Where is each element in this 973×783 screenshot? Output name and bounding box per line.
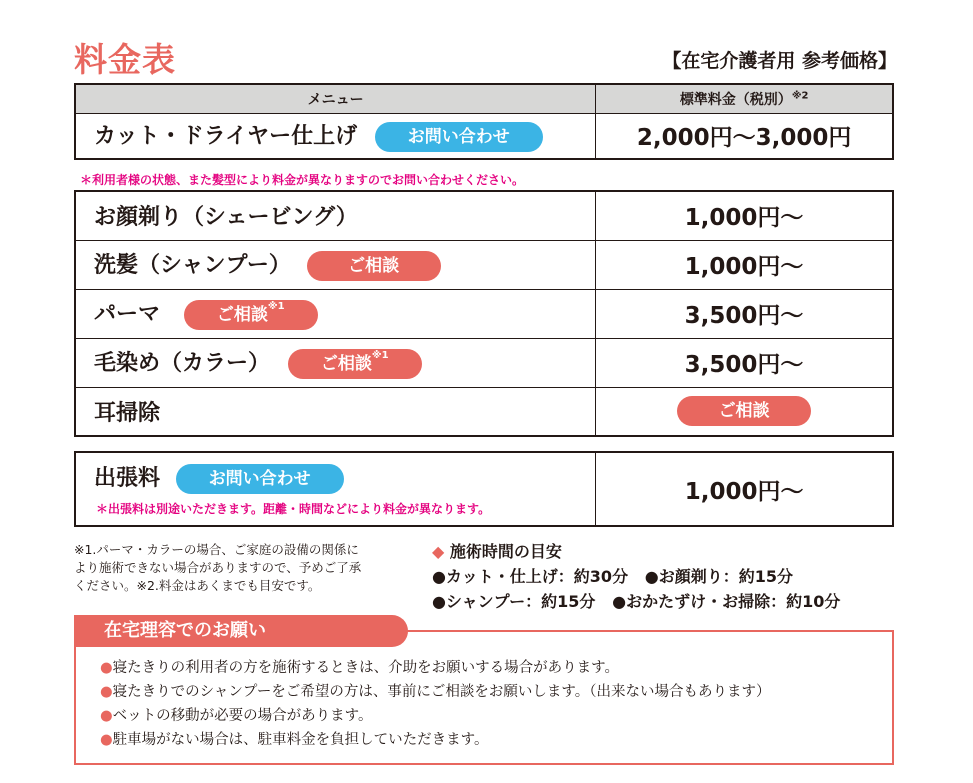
price-column-header	[596, 84, 893, 113]
list-item	[100, 656, 771, 680]
request-text: 寝たきりでのシャンプーをご希望の方は、事前にご相談をお願いします。（出来ない場合もあります）	[112, 684, 771, 700]
travel-note: ＊出張料は別途いただきます。距離・時間などにより料金が異なります。	[96, 502, 491, 516]
request-text: ベットの移動が必要の場合があります。	[112, 708, 373, 724]
consult-badge[interactable]	[288, 349, 422, 379]
menu-item-perm	[75, 289, 596, 338]
bullet-icon: ●	[100, 708, 113, 724]
page-subtitle: 【在宅介護者用 参考価格】	[662, 50, 897, 72]
time-item: ●シャンプー：約15分	[432, 592, 596, 611]
times-heading-label: 施術時間の目安	[449, 542, 562, 561]
time-item: ●カット・仕上げ：約30分	[432, 567, 629, 586]
cut-note: ＊利用者様の状態、また髪型により料金が異なりますのでお問い合わせください。	[80, 173, 525, 187]
price-cell: 1,000円〜	[596, 240, 893, 289]
menu-item-label: 出張料	[94, 466, 161, 491]
price-cell: 1,000円〜	[596, 452, 893, 526]
price-cell: 1,000円〜	[596, 191, 893, 240]
requests-heading: 在宅理容でのお願い	[74, 615, 408, 647]
menu-item-ear-cleaning	[75, 387, 596, 436]
request-text: 駐車場がない場合は、駐車料金を負担していただきます。	[112, 732, 489, 748]
times-row	[432, 564, 840, 589]
price-cell: 3,500円〜	[596, 338, 893, 387]
table-row	[75, 113, 893, 159]
consult-badge[interactable]: ご相談	[677, 396, 811, 426]
treatment-times	[432, 539, 840, 614]
footnote	[74, 541, 419, 595]
bullet-icon: ●	[100, 660, 113, 676]
consult-badge[interactable]	[184, 300, 318, 330]
list-item	[100, 704, 771, 728]
page-title: 料金表	[74, 40, 176, 79]
diamond-icon: ◆	[432, 542, 445, 561]
menu-item-label: パーマ	[94, 302, 161, 327]
menu-item-shampoo	[75, 240, 596, 289]
menu-item-cut	[75, 113, 596, 159]
menu-item-shave	[75, 191, 596, 240]
menu-item-label: 毛染め（カラー）	[94, 351, 271, 376]
badge-note: ※1	[267, 301, 285, 312]
table-row	[75, 387, 893, 436]
request-text: 寝たきりの利用者の方を施術するときは、介助をお願いする場合があります。	[112, 660, 619, 676]
requests-list	[100, 656, 771, 752]
footnote-line: ※1.パーマ・カラーの場合、ご家庭の設備の関係に	[74, 542, 359, 557]
table-row	[75, 240, 893, 289]
list-item	[100, 680, 771, 704]
table-row	[75, 289, 893, 338]
price-cell	[596, 387, 893, 436]
menu-item-label: お顔剃り（シェービング）	[94, 205, 358, 231]
contact-badge[interactable]: お問い合わせ	[375, 122, 543, 152]
bullet-icon: ●	[100, 732, 113, 748]
travel-fee-table	[74, 451, 894, 527]
main-price-table	[74, 83, 894, 160]
price-cell: 2,000円〜3,000円	[596, 113, 893, 159]
price-header-label: 標準料金（税別）	[679, 91, 792, 108]
time-item: ●おかたずけ・お掃除：約10分	[612, 592, 841, 611]
consult-badge-label: ご相談	[216, 305, 268, 325]
times-row	[432, 589, 840, 614]
price-cell: 3,500円〜	[596, 289, 893, 338]
footnote-line: ください。※2.料金はあくまでも目安です。	[74, 578, 321, 593]
consult-badge[interactable]: ご相談	[307, 251, 441, 281]
table-row	[75, 338, 893, 387]
menu-item-label: カット・ドライヤー仕上げ	[94, 124, 358, 150]
requests-divider	[400, 630, 894, 632]
menu-item-label: 耳掃除	[94, 400, 161, 426]
table-row	[75, 452, 893, 526]
price-header-note: ※2	[791, 90, 809, 102]
menu-item-color	[75, 338, 596, 387]
service-price-table	[74, 190, 894, 437]
list-item	[100, 728, 771, 752]
table-row	[75, 191, 893, 240]
menu-item-label: 洗髪（シャンプー）	[94, 253, 291, 278]
time-item: ●お顔剃り：約15分	[644, 567, 794, 586]
contact-badge[interactable]: お問い合わせ	[176, 464, 344, 494]
menu-item-travel	[75, 452, 596, 526]
table-header-row	[75, 84, 893, 113]
menu-column-header: メニュー	[75, 84, 596, 113]
footnote-line: より施術できない場合がありますので、予めご了承	[74, 560, 362, 575]
times-heading	[432, 539, 840, 564]
consult-badge-label: ご相談	[320, 354, 372, 374]
bullet-icon: ●	[100, 684, 113, 700]
badge-note: ※1	[371, 350, 389, 361]
